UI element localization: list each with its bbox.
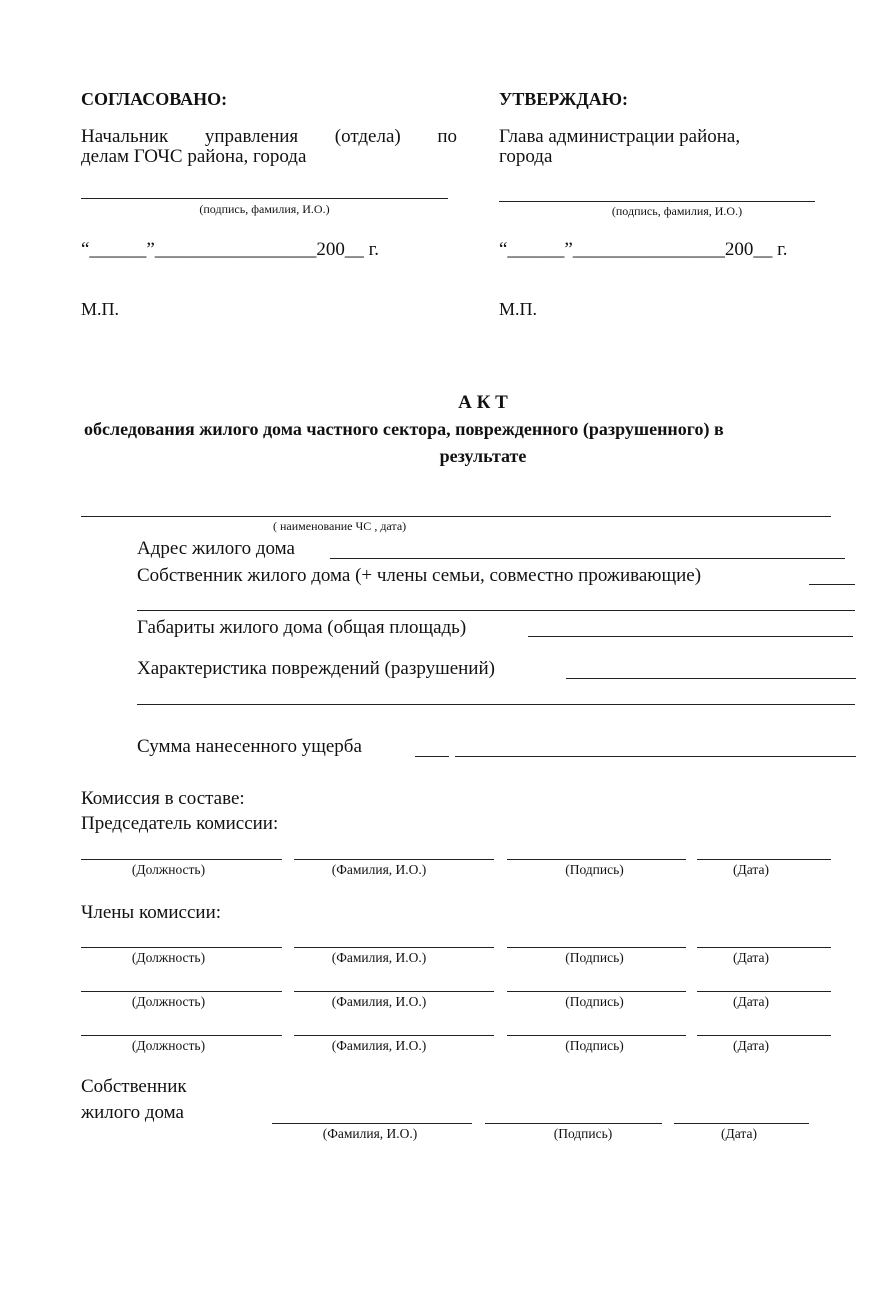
sum-input-line[interactable] <box>455 756 856 757</box>
caption-position: (Должность) <box>131 994 206 1009</box>
approve-date-line[interactable]: “______”________________200__ г. <box>499 239 788 260</box>
signature-line[interactable] <box>294 947 494 948</box>
dimensions-input-line[interactable] <box>528 636 853 637</box>
signature-line[interactable] <box>697 947 831 948</box>
signature-line[interactable] <box>507 1035 686 1036</box>
damage-input-line-2[interactable] <box>137 704 855 705</box>
owner-input-line-2[interactable] <box>137 610 855 611</box>
agreed-position-line1: Начальник управления (отдела) по <box>81 126 457 147</box>
caption-date: (Дата) <box>733 994 769 1009</box>
agreed-title: СОГЛАСОВАНО: <box>81 89 228 109</box>
signature-line[interactable] <box>507 859 686 860</box>
agreed-seal: М.П. <box>81 299 120 319</box>
caption-signature: (Подпись) <box>565 994 624 1009</box>
signature-line[interactable] <box>294 1035 494 1036</box>
address-label: Адрес жилого дома <box>137 538 295 559</box>
event-name-line[interactable] <box>81 516 831 517</box>
signature-line[interactable] <box>81 859 282 860</box>
signature-line[interactable] <box>294 859 494 860</box>
caption-name: (Фамилия, И.О.) <box>331 862 427 877</box>
sum-input-line-short[interactable] <box>415 756 449 757</box>
event-name-caption: ( наименование ЧС , дата) <box>273 519 407 533</box>
caption-position: (Должность) <box>131 950 206 965</box>
caption-signature: (Подпись) <box>565 862 624 877</box>
caption-date: (Дата) <box>733 950 769 965</box>
approve-position-line2: города <box>499 146 553 167</box>
signature-line[interactable] <box>507 991 686 992</box>
approve-position-line1: Глава администрации района, <box>499 126 741 147</box>
signature-line[interactable] <box>294 991 494 992</box>
signature-line[interactable] <box>507 947 686 948</box>
caption-signature: (Подпись) <box>565 950 624 965</box>
agreed-signature-caption: (подпись, фамилия, И.О.) <box>199 202 330 216</box>
damage-label: Характеристика повреждений (разрушений) <box>137 658 495 679</box>
agreed-date-line[interactable]: “______”_________________200__ г. <box>81 239 380 260</box>
caption-name: (Фамилия, И.О.) <box>331 1038 427 1053</box>
signature-line[interactable] <box>81 991 282 992</box>
signature-line[interactable] <box>697 1035 831 1036</box>
agreed-position-line2: делам ГОЧС района, города <box>81 146 307 167</box>
caption-date: (Дата) <box>733 862 769 877</box>
signature-line[interactable] <box>81 1035 282 1036</box>
caption-name: (Фамилия, И.О.) <box>331 950 427 965</box>
act-subtitle-line2: результате <box>439 446 527 466</box>
owner-date-line[interactable] <box>674 1123 809 1124</box>
chairman-label: Председатель комиссии: <box>81 813 279 834</box>
owner-signature-line[interactable] <box>485 1123 662 1124</box>
approve-seal: М.П. <box>499 299 538 319</box>
agreed-signature-line[interactable] <box>81 198 448 199</box>
owner-sign-label-line1: Собственник <box>81 1076 187 1097</box>
act-subtitle-line1: обследования жилого дома частного сектора, поврежденного (разрушенного) в <box>84 419 724 439</box>
members-label: Члены комиссии: <box>81 902 222 923</box>
caption-position: (Должность) <box>131 862 206 877</box>
caption-name: (Фамилия, И.О.) <box>331 994 427 1009</box>
signature-line[interactable] <box>81 947 282 948</box>
signature-line[interactable] <box>697 859 831 860</box>
sum-label: Сумма нанесенного ущерба <box>137 736 362 757</box>
approve-signature-line[interactable] <box>499 201 815 202</box>
owner-name-line[interactable] <box>272 1123 472 1124</box>
owner-sign-label-line2: жилого дома <box>81 1102 184 1123</box>
address-input-line[interactable] <box>330 558 845 559</box>
caption-date: (Дата) <box>733 1038 769 1053</box>
signature-line[interactable] <box>697 991 831 992</box>
owner-label: Собственник жилого дома (+ члены семьи, совместно проживающие) <box>137 565 702 586</box>
damage-input-line[interactable] <box>566 678 856 679</box>
commission-heading: Комиссия в составе: <box>81 788 245 809</box>
dimensions-label: Габариты жилого дома (общая площадь) <box>137 617 467 638</box>
approve-title: УТВЕРЖДАЮ: <box>499 89 629 109</box>
owner-caption-signature: (Подпись) <box>553 1126 613 1141</box>
approve-signature-caption: (подпись, фамилия, И.О.) <box>611 204 743 218</box>
owner-caption-name: (Фамилия, И.О.) <box>322 1126 418 1141</box>
act-title: А К Т <box>458 392 508 413</box>
owner-input-line[interactable] <box>809 584 855 585</box>
owner-caption-date: (Дата) <box>721 1126 757 1141</box>
caption-signature: (Подпись) <box>565 1038 624 1053</box>
caption-position: (Должность) <box>131 1038 206 1053</box>
